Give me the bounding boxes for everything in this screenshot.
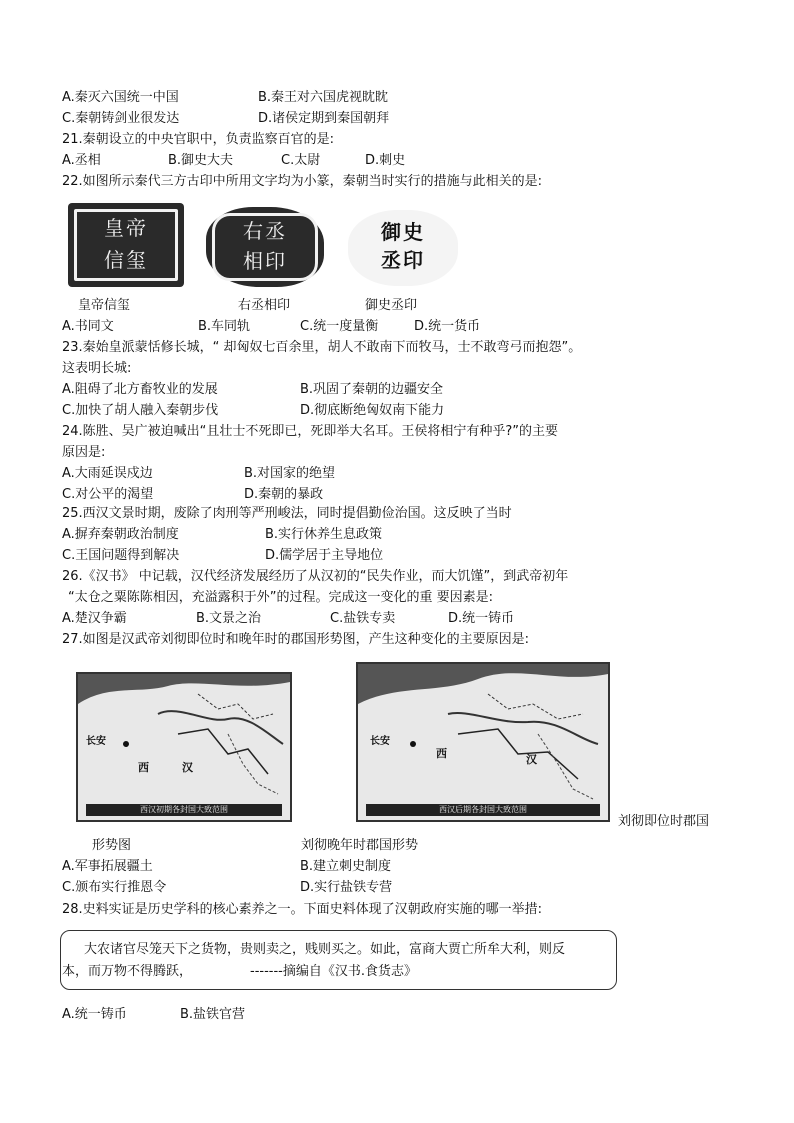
q22-stem: 22.如图所示秦代三方古印中所用文字均为小篆，秦朝当时实行的措施与此相关的是: <box>62 174 543 189</box>
q20-option-a: A.秦灭六国统一中国 <box>62 90 179 105</box>
q25-option-b: B.实行休养生息政策 <box>265 527 383 542</box>
map1-label-continued: 形势图 <box>92 838 132 853</box>
q24-option-c: C.对公平的渴望 <box>62 487 154 502</box>
q21-option-a: A.丞相 <box>62 153 101 168</box>
q25-option-d: D.儒学居于主导地位 <box>265 548 384 563</box>
q28-quote-line1: 大农诸官尽笼天下之货物，贵则卖之，贱则买之。如此，富商大贾亡所牟大利，则反 <box>84 942 566 957</box>
q24-stem-continued: 原因是: <box>62 445 106 460</box>
q28-option-b: B.盐铁官营 <box>180 1007 246 1022</box>
map1-label-changan: 长安 <box>86 736 106 747</box>
q20-option-d: D.诸侯定期到秦国朝拜 <box>258 111 390 126</box>
map2-label-changan: 长安 <box>370 736 390 747</box>
q22-option-b: B.车同轨 <box>198 319 251 334</box>
q26-stem: 26.《汉书》 中记载，汉代经济发展经历了从汉初的“民失作业，而大饥馑”，到武帝初年 <box>62 569 569 584</box>
q25-option-c: C.王国问题得到解决 <box>62 548 180 563</box>
q24-stem: 24.陈胜、吴广被迫喊出“且壮士不死即已，死即举大名耳。王侯将相宁有种乎?”的主要 <box>62 424 559 439</box>
q22-option-a: A.书同文 <box>62 319 114 334</box>
q23-option-c: C.加快了胡人融入秦朝步伐 <box>62 403 219 418</box>
map2-caption: 西汉后期各封国大致范围 <box>366 804 600 816</box>
q24-option-d: D.秦朝的暴政 <box>244 487 324 502</box>
q21-stem: 21.秦朝设立的中央官职中，负责监察百官的是: <box>62 132 335 147</box>
q23-option-d: D.彻底断绝匈奴南下能力 <box>300 403 445 418</box>
seal-label-huangdi: 皇帝信玺 <box>78 298 131 313</box>
q24-option-b: B.对国家的绝望 <box>244 466 336 481</box>
map2-label-xi: 西 <box>436 747 447 760</box>
q21-option-c: C.太尉 <box>281 153 321 168</box>
seal-image-youchengxiang <box>206 207 324 287</box>
q21-option-d: D.刺史 <box>365 153 406 168</box>
q27-stem: 27.如图是汉武帝刘彻即位时和晚年时的郡国形势图，产生这种变化的主要原因是: <box>62 632 530 647</box>
seal-label-yushi: 御史丞印 <box>365 298 418 313</box>
q23-stem: 23.秦始皇派蒙恬修长城，“ 却匈奴七百余里，胡人不敢南下而牧马，士不敢弯弓而抱怨”。 <box>62 340 582 355</box>
q28-quote-line2: 本，而万物不得腾跃， <box>62 964 193 979</box>
q28-option-a: A.统一铸币 <box>62 1007 127 1022</box>
q21-option-b: B.御史大夫 <box>168 153 234 168</box>
seal-label-youchengxiang: 右丞相印 <box>238 298 291 313</box>
seal-image-huangdi <box>68 203 184 287</box>
q25-stem: 25.西汉文景时期，废除了肉刑等严刑峻法，同时提倡勤俭治国。这反映了当时 <box>62 506 512 521</box>
q26-stem-continued: “太仓之粟陈陈相因，充溢露积于外”的过程。完成这一变化的重 要因素是: <box>68 590 493 605</box>
map-early-han <box>76 672 292 822</box>
q28-stem: 28.史料实证是历史学科的核心素养之一。下面史料体现了汉朝政府实施的哪一举措: <box>62 902 543 917</box>
q27-option-d: D.实行盐铁专营 <box>300 880 393 895</box>
q23-option-b: B.巩固了秦朝的边疆安全 <box>300 382 444 397</box>
q28-quote-source: -------摘编自《汉书.食货志》 <box>250 964 417 979</box>
map1-label-xi: 西 <box>138 761 149 774</box>
q27-option-b: B.建立刺史制度 <box>300 859 392 874</box>
seal-glyph-youchengxiang: 右丞相印 <box>243 219 287 273</box>
map1-caption: 西汉初期各封国大致范围 <box>86 804 282 816</box>
q23-option-a: A.阻碍了北方畜牧业的发展 <box>62 382 218 397</box>
q22-option-c: C.统一度量衡 <box>300 319 379 334</box>
q26-option-a: A.楚汉争霸 <box>62 611 127 626</box>
q20-option-c: C.秦朝铸剑业很发达 <box>62 111 180 126</box>
q26-option-c: C.盐铁专卖 <box>330 611 396 626</box>
q22-option-d: D.统一货币 <box>414 319 481 334</box>
map1-side-label: 刘彻即位时郡国 <box>618 814 710 829</box>
q23-stem-continued: 这表明长城: <box>62 361 132 376</box>
q27-option-c: C.颁布实行推恩令 <box>62 880 167 895</box>
q25-option-a: A.摒弃秦朝政治制度 <box>62 527 179 542</box>
q27-option-a: A.军事拓展疆土 <box>62 859 153 874</box>
q26-option-b: B.文景之治 <box>196 611 262 626</box>
q26-option-d: D.统一铸币 <box>448 611 515 626</box>
q20-option-b: B.秦王对六国虎视眈眈 <box>258 90 389 105</box>
seal-glyph-huangdi: 皇帝信玺 <box>104 216 148 272</box>
map2-label-han: 汉 <box>526 753 537 766</box>
seal-glyph-yushi: 御史丞印 <box>381 220 425 272</box>
map1-label-han: 汉 <box>182 761 193 774</box>
map2-label: 刘彻晚年时郡国形势 <box>301 838 419 853</box>
map-late-han <box>356 662 610 822</box>
q24-option-a: A.大雨延误戍边 <box>62 466 153 481</box>
seal-image-yushi <box>348 210 458 286</box>
